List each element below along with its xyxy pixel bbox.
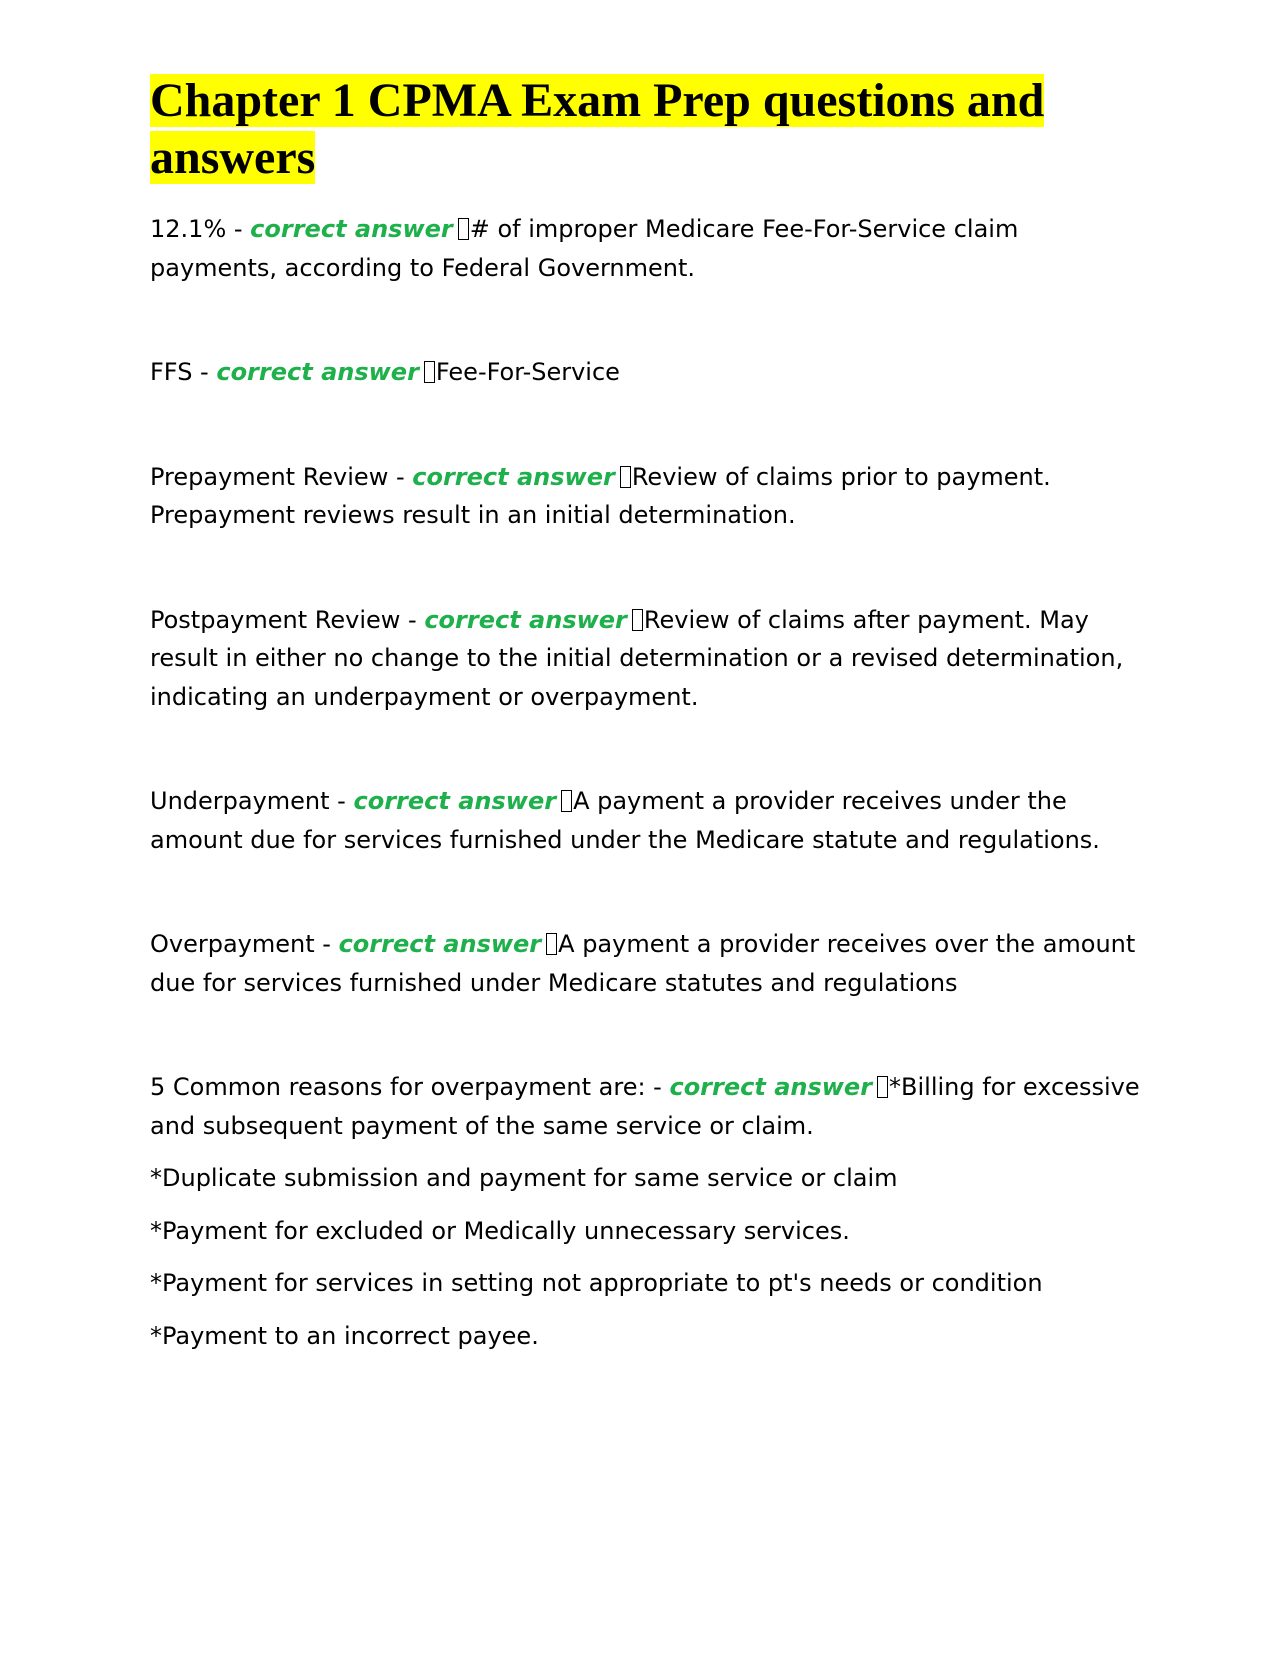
correct-answer-label: correct answer	[669, 1073, 873, 1101]
entry-definition: A payment a provider receives over the amount due for services furnished under Medicare statutes and regulations	[150, 930, 1136, 997]
reason-item-setting: *Payment for services in setting not appropriate to pt's needs or condition	[150, 1269, 1043, 1297]
checkbox-glyph-icon	[546, 933, 557, 955]
reason-item-duplicate: *Duplicate submission and payment for same service or claim	[150, 1164, 898, 1192]
title-highlight: Chapter 1 CPMA Exam Prep questions and answers	[150, 74, 1045, 184]
entry-definition: *Billing for excessive and subsequent payment of the same service or claim.	[150, 1073, 1140, 1140]
entry-term: FFS -	[150, 358, 217, 386]
entry-prepayment-review	[150, 458, 1140, 535]
correct-answer-label: correct answer	[412, 462, 615, 491]
entry-definition: A payment a provider receives under the amount due for services furnished under the Medicare statute and regulations.	[150, 787, 1100, 854]
entry-definition: Review of claims prior to payment. Prepayment reviews result in an initial determination.	[150, 462, 1051, 529]
entry-term: Prepayment Review -	[150, 462, 413, 491]
entry-ffs	[150, 353, 1140, 392]
reason-item-incorrect-payee: *Payment to an incorrect payee.	[150, 1321, 539, 1350]
document-body	[150, 72, 1140, 1355]
checkbox-glyph-icon	[632, 609, 643, 631]
entry-definition: Review of claims after payment. May result in either no change to the initial determination or a revised determination, indicating an underpayment or overpayment.	[150, 605, 1124, 711]
entry-improper-payments	[150, 210, 1140, 287]
checkbox-glyph-icon	[620, 466, 631, 488]
entry-underpayment	[150, 782, 1140, 859]
entry-definition: Fee-For-Service	[435, 358, 620, 386]
correct-answer-label: correct answer	[424, 605, 627, 634]
entry-postpayment-review	[150, 601, 1140, 717]
entry-term: Postpayment Review -	[150, 605, 425, 634]
entry-term: Overpayment -	[150, 930, 339, 958]
correct-answer-label: correct answer	[353, 787, 557, 815]
reason-item-excluded: *Payment for excluded or Medically unnecessary services.	[150, 1216, 850, 1245]
entry-definition: # of improper Medicare Fee-For-Service claim payments, according to Federal Government.	[150, 215, 1019, 282]
checkbox-glyph-icon	[424, 361, 435, 383]
entry-term: 5 Common reasons for overpayment are: -	[150, 1073, 670, 1101]
entry-overpayment	[150, 925, 1140, 1002]
checkbox-glyph-icon	[877, 1076, 888, 1098]
correct-answer-label: correct answer	[338, 930, 542, 958]
document-title	[150, 72, 1140, 186]
entry-term: 12.1% -	[150, 215, 251, 243]
checkbox-glyph-icon	[458, 218, 469, 240]
correct-answer-label: correct answer	[250, 215, 453, 243]
correct-answer-label: correct answer	[216, 358, 419, 386]
entry-term: Underpayment -	[150, 787, 354, 815]
checkbox-glyph-icon	[561, 790, 572, 812]
entry-common-reasons	[150, 1068, 1140, 1145]
